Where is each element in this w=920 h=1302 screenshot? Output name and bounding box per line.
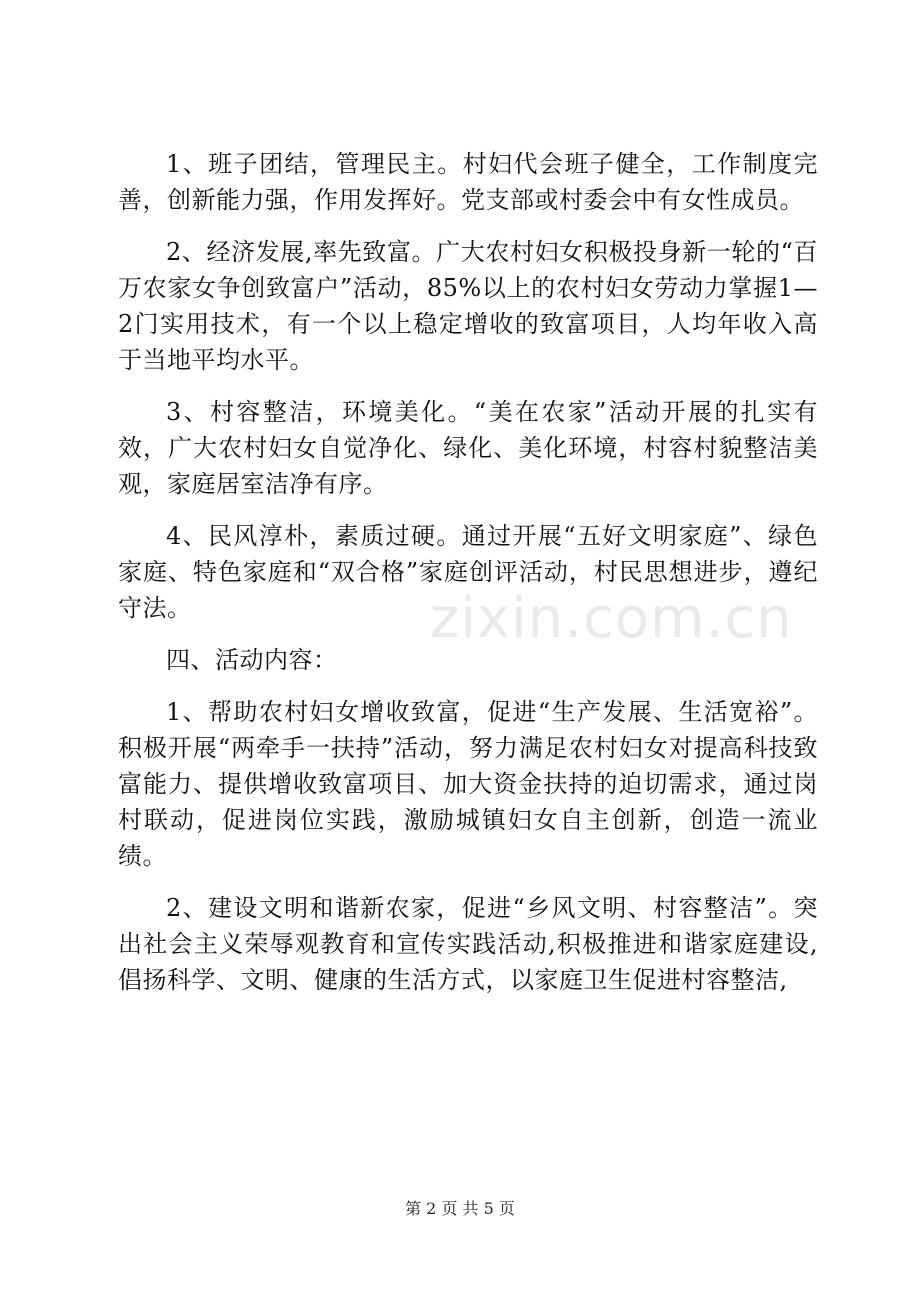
page-footer: 第 2 页 共 5 页: [405, 1199, 515, 1218]
watermark: zixin.com.cn: [430, 586, 793, 651]
section-heading-activity-content: 四、活动内容：: [166, 646, 338, 674]
paragraph-criteria-4: 4、民风淳朴，素质过硬。通过开展“五好文明家庭”、绿色家庭、特色家庭和“双合格”家庭创评活动，村民思想进步，遵纪守法。: [118, 522, 818, 622]
paragraph-activity-2: 2、建设文明和谐新农家，促进“乡风文明、村容整洁”。突出社会主义荣辱观教育和宣传实践活动,积极推进和谐家庭建设,倡扬科学、文明、健康的生活方式，以家庭卫生促进村容整洁,: [118, 894, 818, 994]
paragraph-criteria-2: 2、经济发展,率先致富。广大农村妇女积极投身新一轮的“百万农家女争创致富户”活动，85%以上的农村妇女劳动力掌握1—2门实用技术，有一个以上稳定增收的致富项目，人均年收入高于当地平均水平。: [118, 238, 818, 374]
paragraph-criteria-1: 1、班子团结，管理民主。村妇代会班子健全，工作制度完善，创新能力强，作用发挥好。党支部或村委会中有女性成员。: [118, 150, 818, 214]
paragraph-activity-1: 1、帮助农村妇女增收致富，促进“生产发展、生活宽裕”。积极开展“两牵手一扶持”活动，努力满足农村妇女对提高科技致富能力、提供增收致富项目、加大资金扶持的迫切需求，通过岗村联动，促进岗位实践，激励城镇妇女自主创新，创造一流业绩。: [118, 698, 818, 870]
paragraph-criteria-3: 3、村容整洁，环境美化。“美在农家”活动开展的扎实有效，广大农村妇女自觉净化、绿化、美化环境，村容村貌整洁美观，家庭居室洁净有序。: [118, 398, 818, 498]
document-body: [118, 146, 818, 998]
